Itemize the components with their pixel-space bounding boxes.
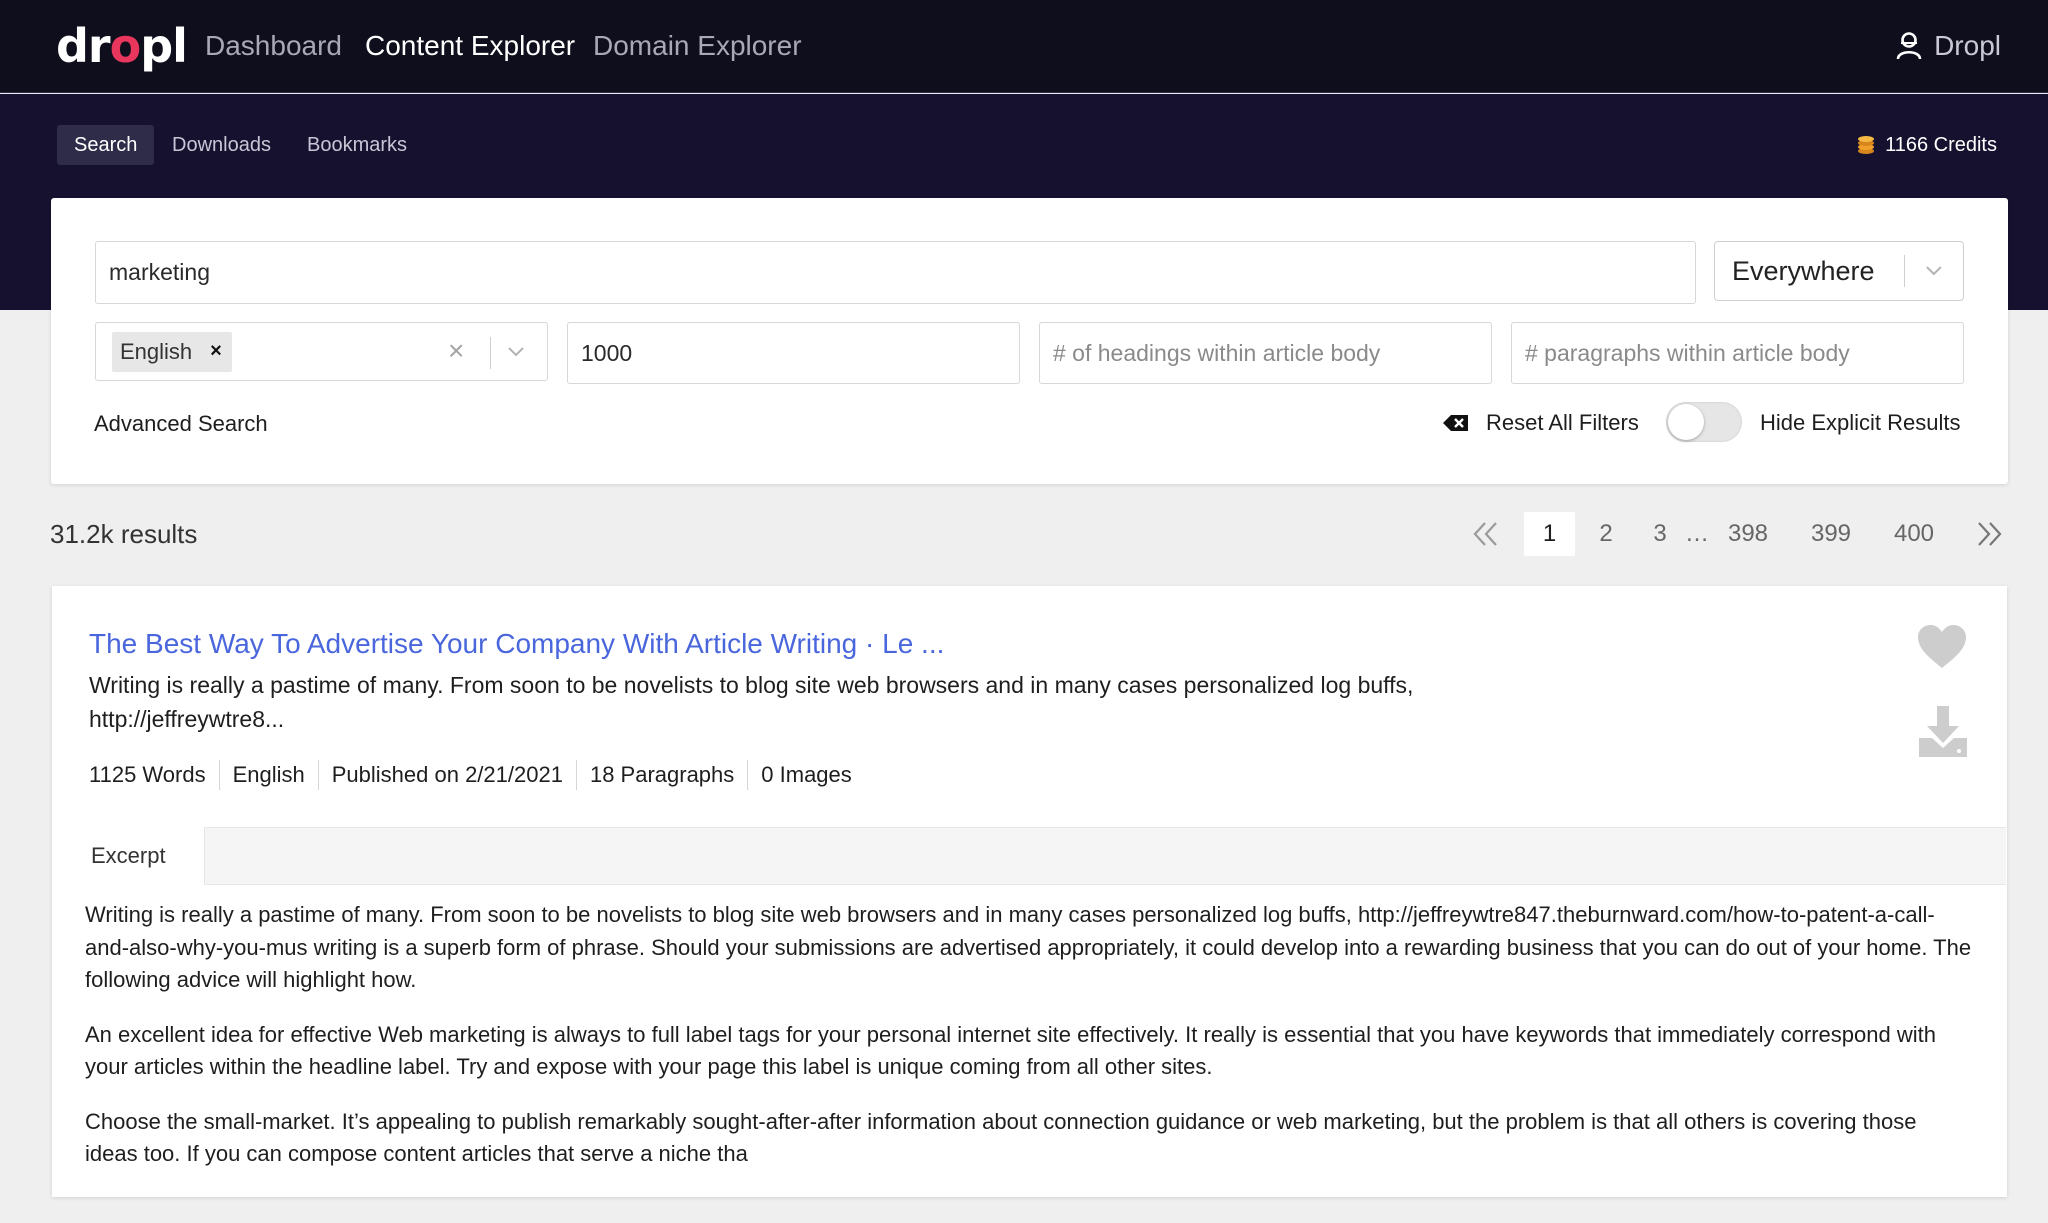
- result-meta: [89, 760, 865, 790]
- first-page-button[interactable]: [1466, 512, 1506, 556]
- excerpt-body: [85, 899, 1975, 1193]
- page-button-400[interactable]: 400: [1893, 520, 1935, 547]
- chip-remove-icon[interactable]: ×: [210, 340, 222, 362]
- meta-language: English: [219, 760, 318, 790]
- coins-icon: [1855, 134, 1877, 156]
- result-title-link[interactable]: The Best Way To Advertise Your Company With Article Writing · Le ...: [89, 628, 945, 659]
- double-chevron-left-icon: [1471, 520, 1501, 548]
- excerpt-paragraph: Choose the small-market. It’s appealing to publish remarkably sought-after-after information about connection guidance or web marketing, but the problem is that all others is covering those ideas too. If you can compose content articles that serve a niche tha: [85, 1108, 1917, 1166]
- min-words-input[interactable]: 1000: [567, 322, 1020, 384]
- user-name: Dropl: [1934, 30, 2001, 61]
- meta-words: 1125 Words: [89, 762, 206, 787]
- scope-value: Everywhere: [1732, 255, 1875, 286]
- tab-search[interactable]: Search: [57, 125, 154, 165]
- tab-excerpt[interactable]: Excerpt: [53, 827, 205, 885]
- result-snippet: Writing is really a pastime of many. From soon to be novelists to blog site web browsers and in many cases personalized log buffs, http://jeffreywtre8...: [89, 672, 1414, 732]
- headings-count-input[interactable]: # of headings within article body: [1039, 322, 1492, 384]
- excerpt-paragraph: An excellent idea for effective Web marketing is always to full label tags for your personal internet site effectively. It really is essential that you have keywords that immediately correspond with your articles within the headline label. Try and expose with your page this label is unique coming from all other sites.: [85, 1021, 1936, 1079]
- nav-domain-explorer[interactable]: Domain Explorer: [593, 30, 802, 61]
- nav-dashboard[interactable]: Dashboard: [205, 30, 342, 61]
- clear-icon[interactable]: ×: [448, 335, 465, 366]
- tab-bookmarks[interactable]: Bookmarks: [307, 134, 408, 156]
- page-button-398[interactable]: 398: [1727, 520, 1769, 547]
- language-chip: [112, 332, 232, 372]
- credits-label: 1166 Credits: [1885, 133, 1997, 156]
- scope-select[interactable]: [1714, 241, 1964, 301]
- backspace-icon: [1442, 413, 1470, 433]
- search-input[interactable]: marketing: [95, 241, 1696, 304]
- advanced-search-link[interactable]: Advanced Search: [94, 411, 268, 436]
- page-button-2[interactable]: 2: [1599, 520, 1613, 547]
- chevron-down-icon: [1905, 261, 1963, 281]
- download-icon[interactable]: [1918, 706, 1968, 758]
- toggle-knob: [1668, 404, 1704, 440]
- last-page-button[interactable]: [1969, 512, 2009, 556]
- results-count: 31.2k results: [50, 519, 198, 549]
- language-chip-label: English: [120, 338, 193, 364]
- meta-images: 0 Images: [747, 760, 865, 790]
- meta-paragraphs: 18 Paragraphs: [576, 760, 747, 790]
- page-button-1[interactable]: 1: [1524, 512, 1575, 556]
- hide-explicit-toggle[interactable]: [1666, 402, 1742, 442]
- page-button-399[interactable]: 399: [1810, 520, 1852, 547]
- language-select[interactable]: [95, 322, 548, 381]
- result-tabs: [53, 827, 2006, 885]
- user-icon: [1896, 31, 1922, 61]
- reset-filters-label: Reset All Filters: [1486, 410, 1639, 435]
- heart-icon[interactable]: [1917, 624, 1967, 670]
- nav-content-explorer[interactable]: Content Explorer: [365, 30, 576, 61]
- user-menu[interactable]: [1896, 28, 2001, 64]
- meta-published: Published on 2/21/2021: [318, 760, 576, 790]
- double-chevron-right-icon: [1974, 520, 2004, 548]
- divider: [490, 337, 491, 369]
- paragraphs-count-input[interactable]: # paragraphs within article body: [1511, 322, 1964, 384]
- hide-explicit-label: Hide Explicit Results: [1760, 410, 1961, 435]
- tab-downloads[interactable]: Downloads: [172, 134, 271, 156]
- page-button-3[interactable]: 3: [1653, 520, 1667, 547]
- credits-display: [1855, 130, 1997, 160]
- pagination-ellipsis: …: [1685, 520, 1709, 547]
- dropl-logo[interactable]: dropl: [56, 19, 187, 73]
- excerpt-paragraph: Writing is really a pastime of many. From soon to be novelists to blog site web browsers and in many cases personalized log buffs, http://jeffreywtre847.theburnward.com/how-to-patent-a-call-and-also-why-you-mus writing is a superb form of phrase. Should your submissions are advertised appropriately, it could develop into a rewarding business that you can do out of your home. The following advice will highlight how.: [85, 902, 1972, 992]
- reset-filters-button[interactable]: [1442, 408, 1639, 438]
- chevron-down-icon[interactable]: [496, 343, 536, 363]
